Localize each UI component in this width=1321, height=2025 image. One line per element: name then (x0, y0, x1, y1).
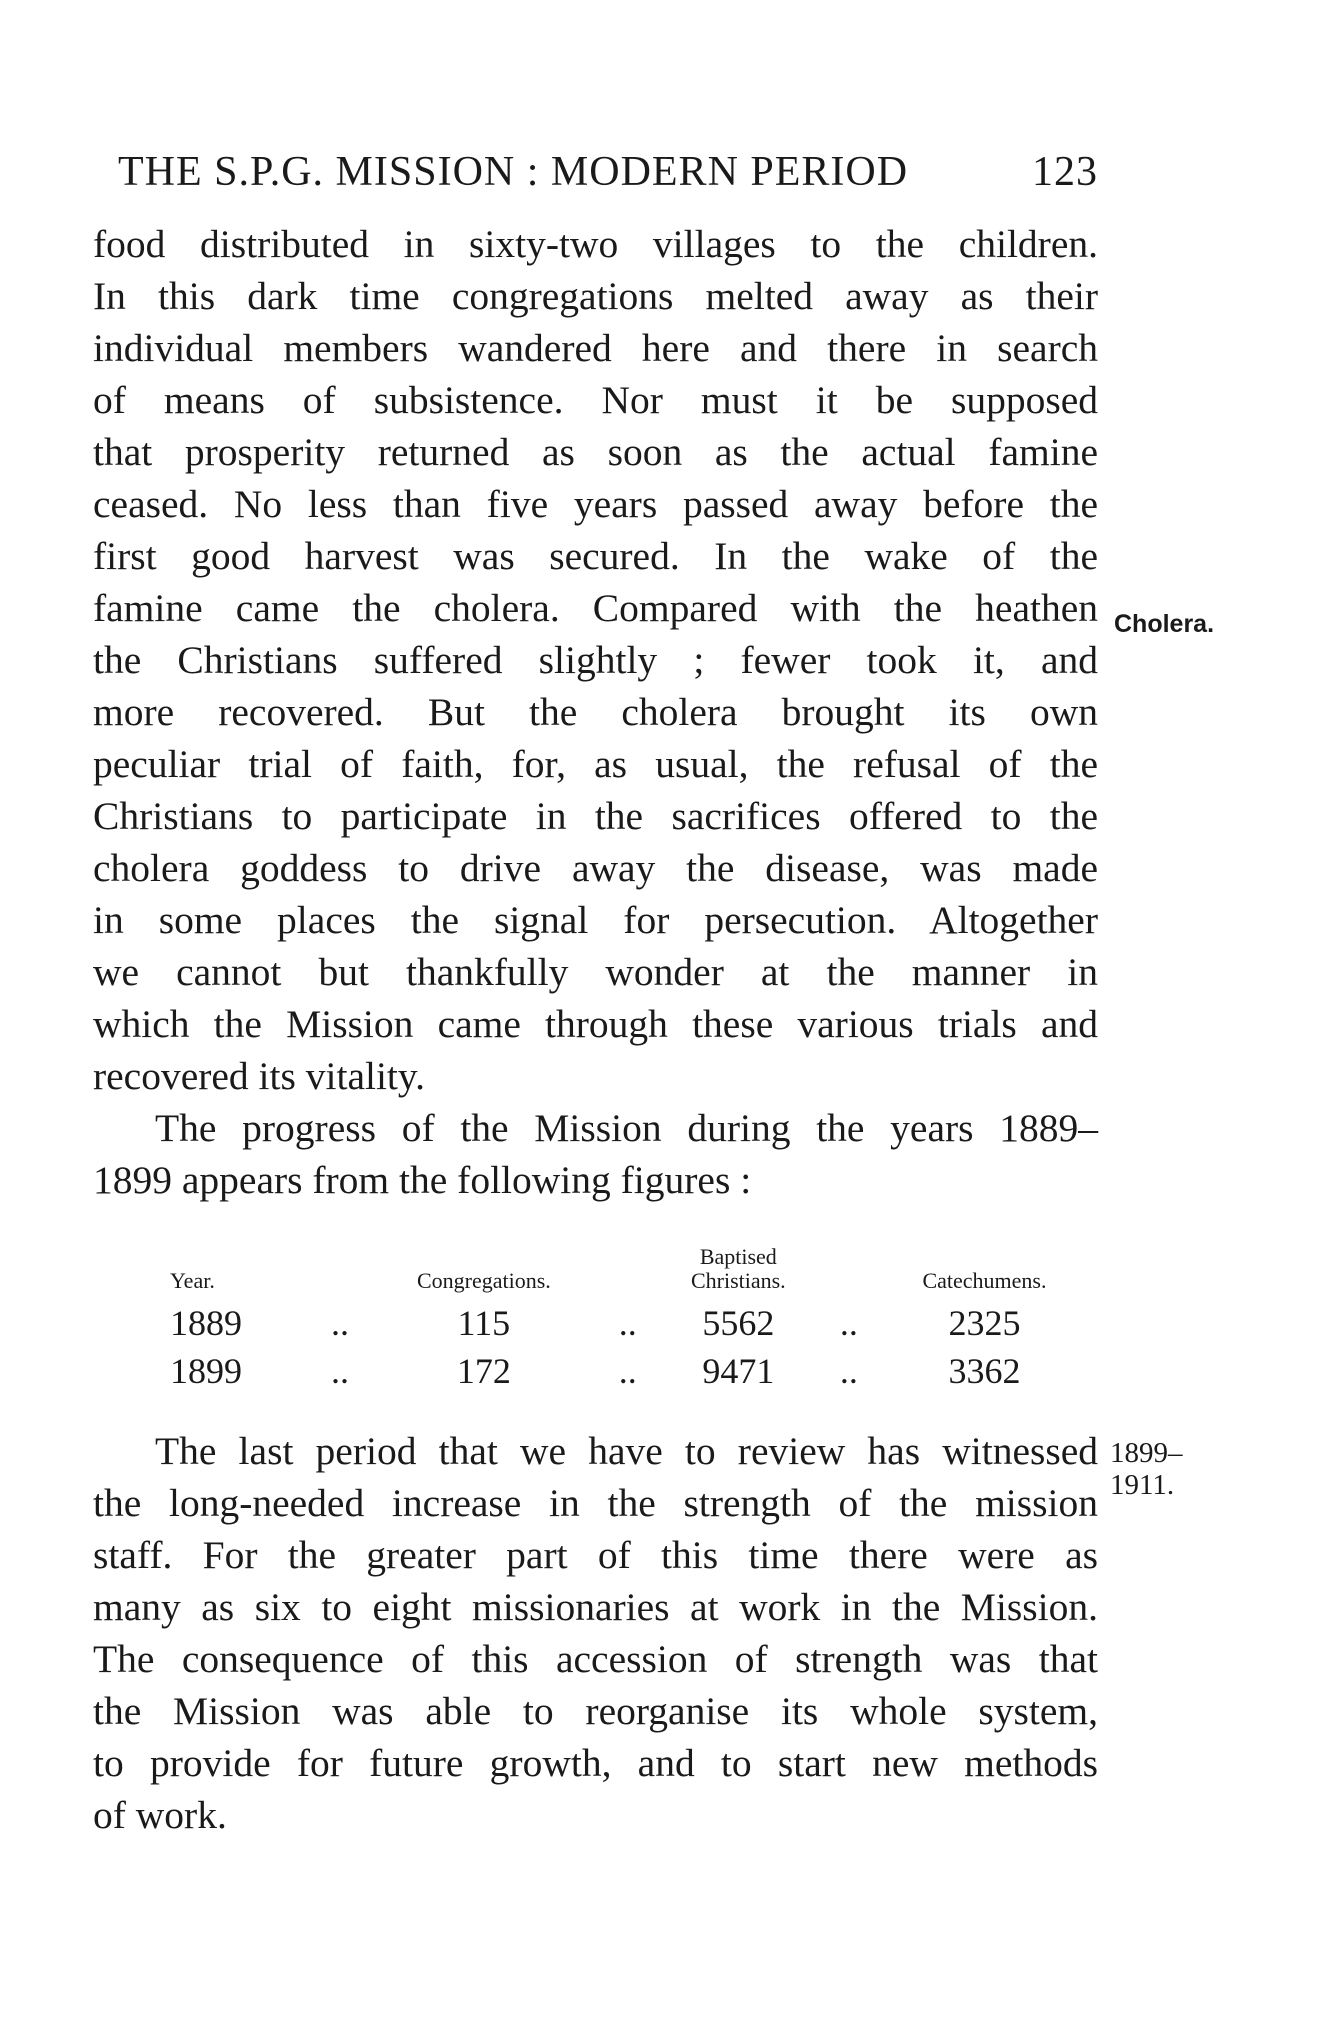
cell-year: 1889 (170, 1303, 242, 1343)
text-line: recovered its vitality. (93, 1054, 425, 1098)
text-line: In this dark time congregations melted away as their (93, 274, 1098, 318)
running-head (118, 148, 1098, 196)
text-line: we cannot but thankfully wonder at the manner in (93, 950, 1098, 994)
text-line: that prosperity returned as soon as the actual famine (93, 430, 1098, 474)
header-year: Year. (170, 1268, 215, 1293)
cell-year: 1899 (170, 1351, 242, 1391)
mission-figures-table (170, 1245, 1090, 1395)
cell-congregations: 115 (457, 1303, 511, 1343)
text-line: The consequence of this accession of strength was that (93, 1637, 1098, 1681)
margin-note-years-line1: 1899– (1110, 1437, 1183, 1469)
leader-dots: .. (331, 1351, 349, 1391)
text-line: to provide for future growth, and to start new methods (93, 1741, 1098, 1785)
text-line: the long-needed increase in the strength of the mission (93, 1481, 1098, 1525)
text-line: cholera goddess to drive away the disease, was made (93, 846, 1098, 890)
text-line: staff. For the greater part of this time there were as (93, 1533, 1098, 1577)
text-line: in some places the signal for persecution. Altogether (93, 898, 1098, 942)
table-header-row (170, 1245, 1090, 1299)
running-head-title: THE S.P.G. MISSION : MODERN PERIOD (118, 149, 909, 195)
text-line: ceased. No less than five years passed away before the (93, 482, 1098, 526)
leader-dots: .. (618, 1351, 637, 1391)
text-line: which the Mission came through these various trials and (93, 1002, 1098, 1046)
paragraph-last-period (93, 1425, 1098, 1841)
text-line: The last period that we have to review has witnessed (155, 1429, 1098, 1473)
text-line: food distributed in sixty-two villages to the children. (93, 222, 1098, 266)
margin-note-cholera: Cholera. (1114, 610, 1215, 638)
page-number: 123 (1032, 149, 1098, 195)
cell-baptised: 5562 (702, 1303, 775, 1343)
table-row (170, 1347, 1090, 1395)
cell-catechumens: 2325 (948, 1303, 1021, 1343)
leader-dots: .. (331, 1303, 349, 1343)
leader-dots: .. (618, 1303, 637, 1343)
header-baptised-line2: Christians. (690, 1268, 786, 1293)
text-line: The progress of the Mission during the years 1889– (155, 1106, 1098, 1150)
text-line: famine came the cholera. Compared with the heathen (93, 586, 1098, 630)
text-line: of work. (93, 1793, 227, 1837)
paragraph-famine (93, 218, 1098, 1102)
margin-note-years-line2: 1911. (1110, 1469, 1175, 1501)
header-congregations: Congregations. (416, 1268, 551, 1293)
leader-dots: .. (839, 1351, 858, 1391)
text-line: Christians to participate in the sacrifices offered to the (93, 794, 1098, 838)
text-line: peculiar trial of faith, for, as usual, the refusal of the (93, 742, 1098, 786)
text-line: individual members wandered here and there in search (93, 326, 1098, 370)
header-baptised-line1: Baptised (699, 1244, 777, 1269)
leader-dots: .. (839, 1303, 858, 1343)
text-line: many as six to eight missionaries at work in the Mission. (93, 1585, 1098, 1629)
text-line: the Christians suffered slightly ; fewer took it, and (93, 638, 1098, 682)
cell-baptised: 9471 (702, 1351, 775, 1391)
paragraph-progress (93, 1102, 1098, 1206)
table-row (170, 1299, 1090, 1347)
text-line: of means of subsistence. Nor must it be supposed (93, 378, 1098, 422)
header-catechumens: Catechumens. (922, 1268, 1047, 1293)
margin-note-years (1110, 1437, 1183, 1501)
cell-congregations: 172 (456, 1351, 511, 1391)
text-line: more recovered. But the cholera brought its own (93, 690, 1098, 734)
header-baptised-christians (658, 1245, 819, 1299)
text-line: 1899 appears from the following figures : (93, 1158, 752, 1202)
text-line: first good harvest was secured. In the wake of the (93, 534, 1098, 578)
cell-catechumens: 3362 (948, 1351, 1021, 1391)
text-line: the Mission was able to reorganise its whole system, (93, 1689, 1098, 1733)
